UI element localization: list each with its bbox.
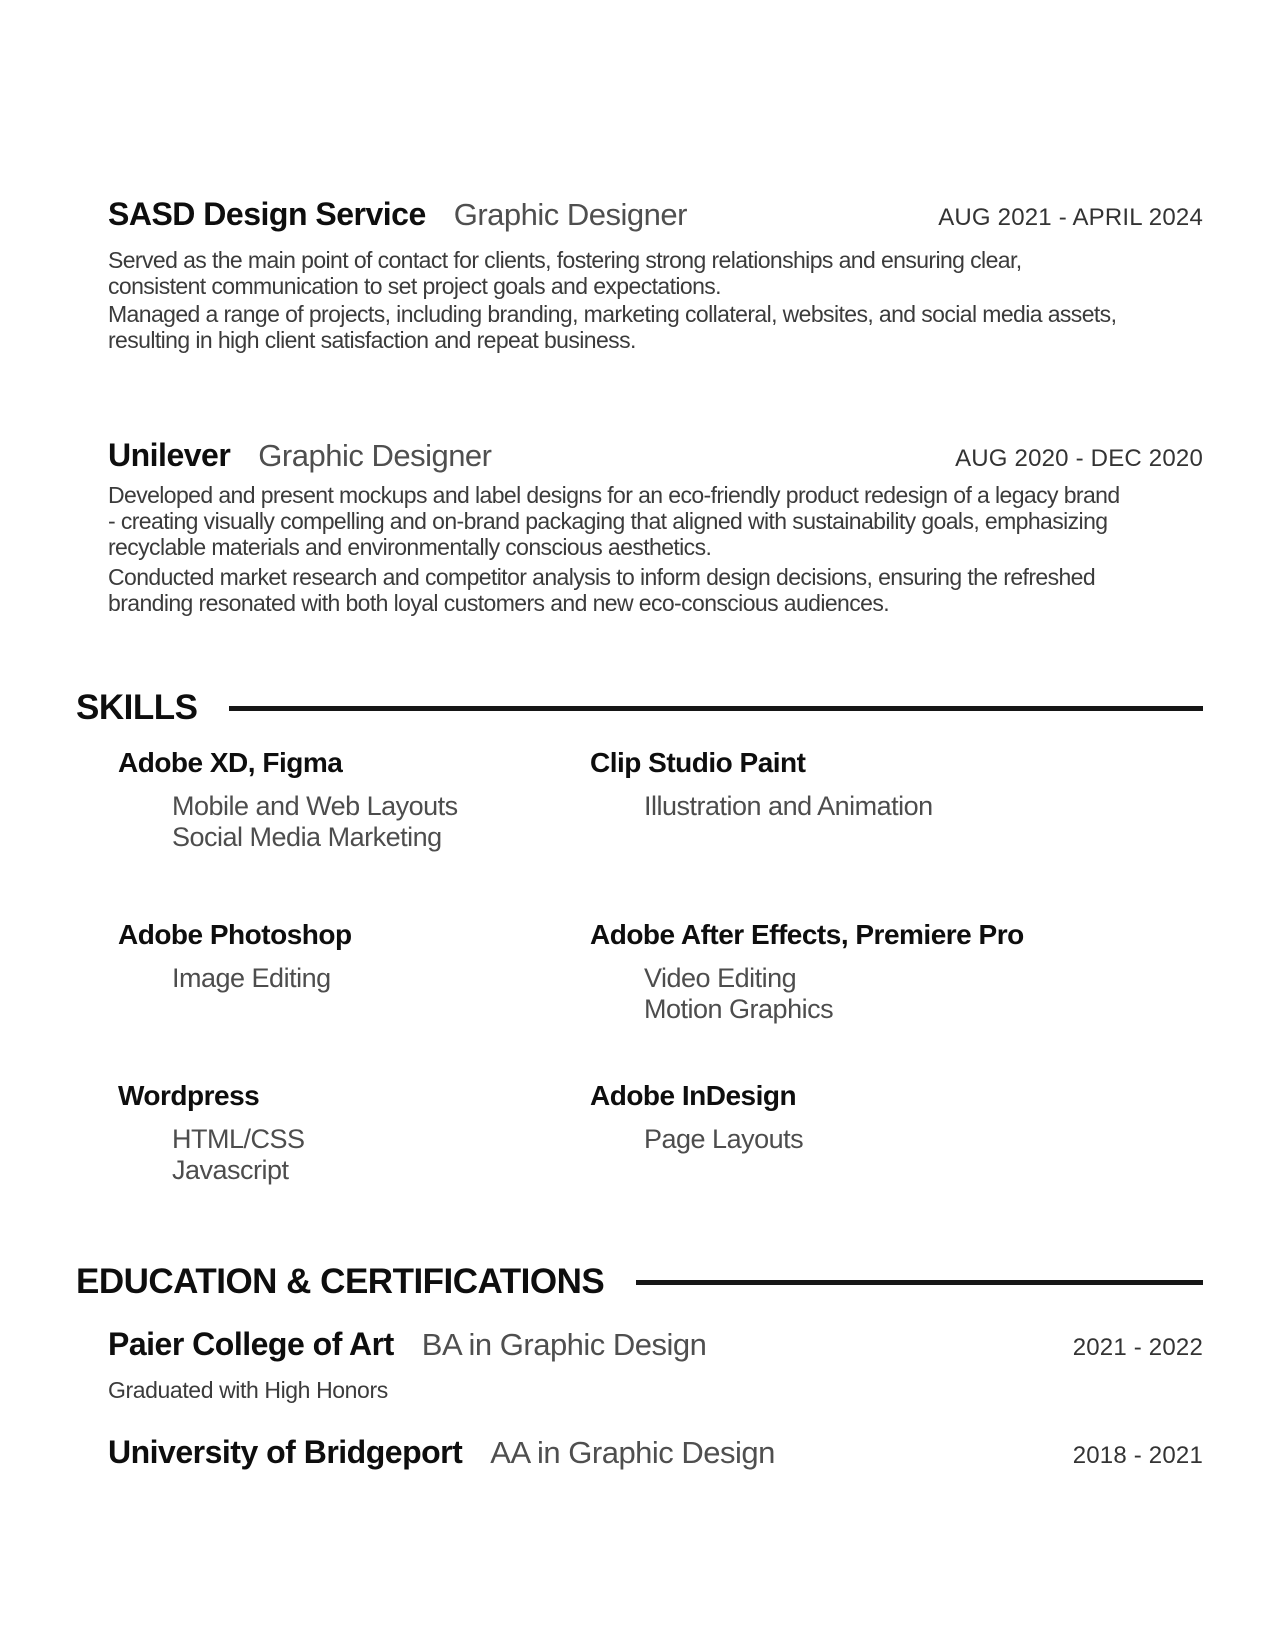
skill-item: Motion Graphics (644, 994, 834, 1024)
job-paragraph-line: Managed a range of projects, including branding, marketing collateral, websites, and social media assets, (108, 301, 1117, 327)
skill-name: Adobe Photoshop (118, 919, 352, 950)
company-name: SASD Design Service (108, 196, 426, 232)
job-dates: AUG 2021 - APRIL 2024 (938, 204, 1203, 231)
degree: AA in Graphic Design (490, 1435, 775, 1470)
company-name: Unilever (108, 437, 231, 473)
school-name: Paier College of Art (108, 1326, 394, 1362)
skill-item: Image Editing (172, 963, 331, 993)
job-dates: AUG 2020 - DEC 2020 (955, 445, 1203, 472)
job-entry-header (108, 196, 1203, 233)
skill-name: Wordpress (118, 1080, 260, 1111)
section-rule (229, 706, 1203, 711)
education-entry-header (108, 1434, 1203, 1471)
skill-name: Adobe XD, Figma (118, 747, 343, 778)
job-paragraph-line: resulting in high client satisfaction and repeat business. (108, 327, 636, 353)
skills-section-header (76, 688, 1203, 728)
education-dates: 2018 - 2021 (1072, 1442, 1203, 1469)
section-rule (636, 1280, 1203, 1285)
job-paragraph (108, 301, 1116, 353)
skill-group (590, 747, 933, 822)
skill-item: Page Layouts (644, 1124, 804, 1154)
skill-group (590, 1080, 803, 1155)
job-paragraph-line: consistent communication to set project goals and expectations. (108, 273, 721, 299)
degree: BA in Graphic Design (421, 1327, 707, 1362)
skill-group (118, 1080, 305, 1186)
job-paragraph-line: Developed and present mockups and label designs for an eco-friendly product redesign of a legacy brand (108, 482, 1120, 508)
job-paragraph-line: Served as the main point of contact for clients, fostering strong relationships and ensuring clear, (108, 247, 1022, 273)
skill-item: Mobile and Web Layouts (172, 791, 458, 821)
job-paragraph-line: - creating visually compelling and on-brand packaging that aligned with sustainability goals, emphasizing (108, 508, 1108, 534)
job-paragraph (108, 247, 1022, 299)
skill-item: Video Editing (644, 963, 797, 993)
job-role: Graphic Designer (258, 438, 492, 473)
education-entry-header (108, 1326, 1203, 1363)
job-paragraph-line: recyclable materials and environmentally conscious aesthetics. (108, 534, 712, 560)
skill-group (118, 747, 458, 853)
education-note: Graduated with High Honors (108, 1377, 388, 1403)
education-section-header (76, 1262, 1203, 1302)
job-role: Graphic Designer (453, 197, 687, 232)
education-dates: 2021 - 2022 (1072, 1334, 1203, 1361)
job-paragraph (108, 482, 1120, 560)
skill-name: Adobe After Effects, Premiere Pro (590, 919, 1024, 950)
skill-item: Javascript (172, 1155, 289, 1185)
skill-item: Social Media Marketing (172, 822, 442, 852)
skill-item: HTML/CSS (172, 1124, 305, 1154)
skill-group (118, 919, 352, 994)
job-paragraph (108, 564, 1095, 616)
education-heading: EDUCATION & CERTIFICATIONS (76, 1262, 605, 1301)
skill-name: Clip Studio Paint (590, 747, 806, 778)
job-entry-header (108, 437, 1203, 474)
school-name: University of Bridgeport (108, 1434, 463, 1470)
skill-group (590, 919, 1024, 1025)
skills-heading: SKILLS (76, 688, 198, 727)
job-paragraph-line: Conducted market research and competitor analysis to inform design decisions, ensuring the refreshed (108, 564, 1096, 590)
skill-name: Adobe InDesign (590, 1080, 797, 1111)
job-paragraph-line: branding resonated with both loyal customers and new eco-conscious audiences. (108, 590, 890, 616)
skill-item: Illustration and Animation (644, 791, 933, 821)
